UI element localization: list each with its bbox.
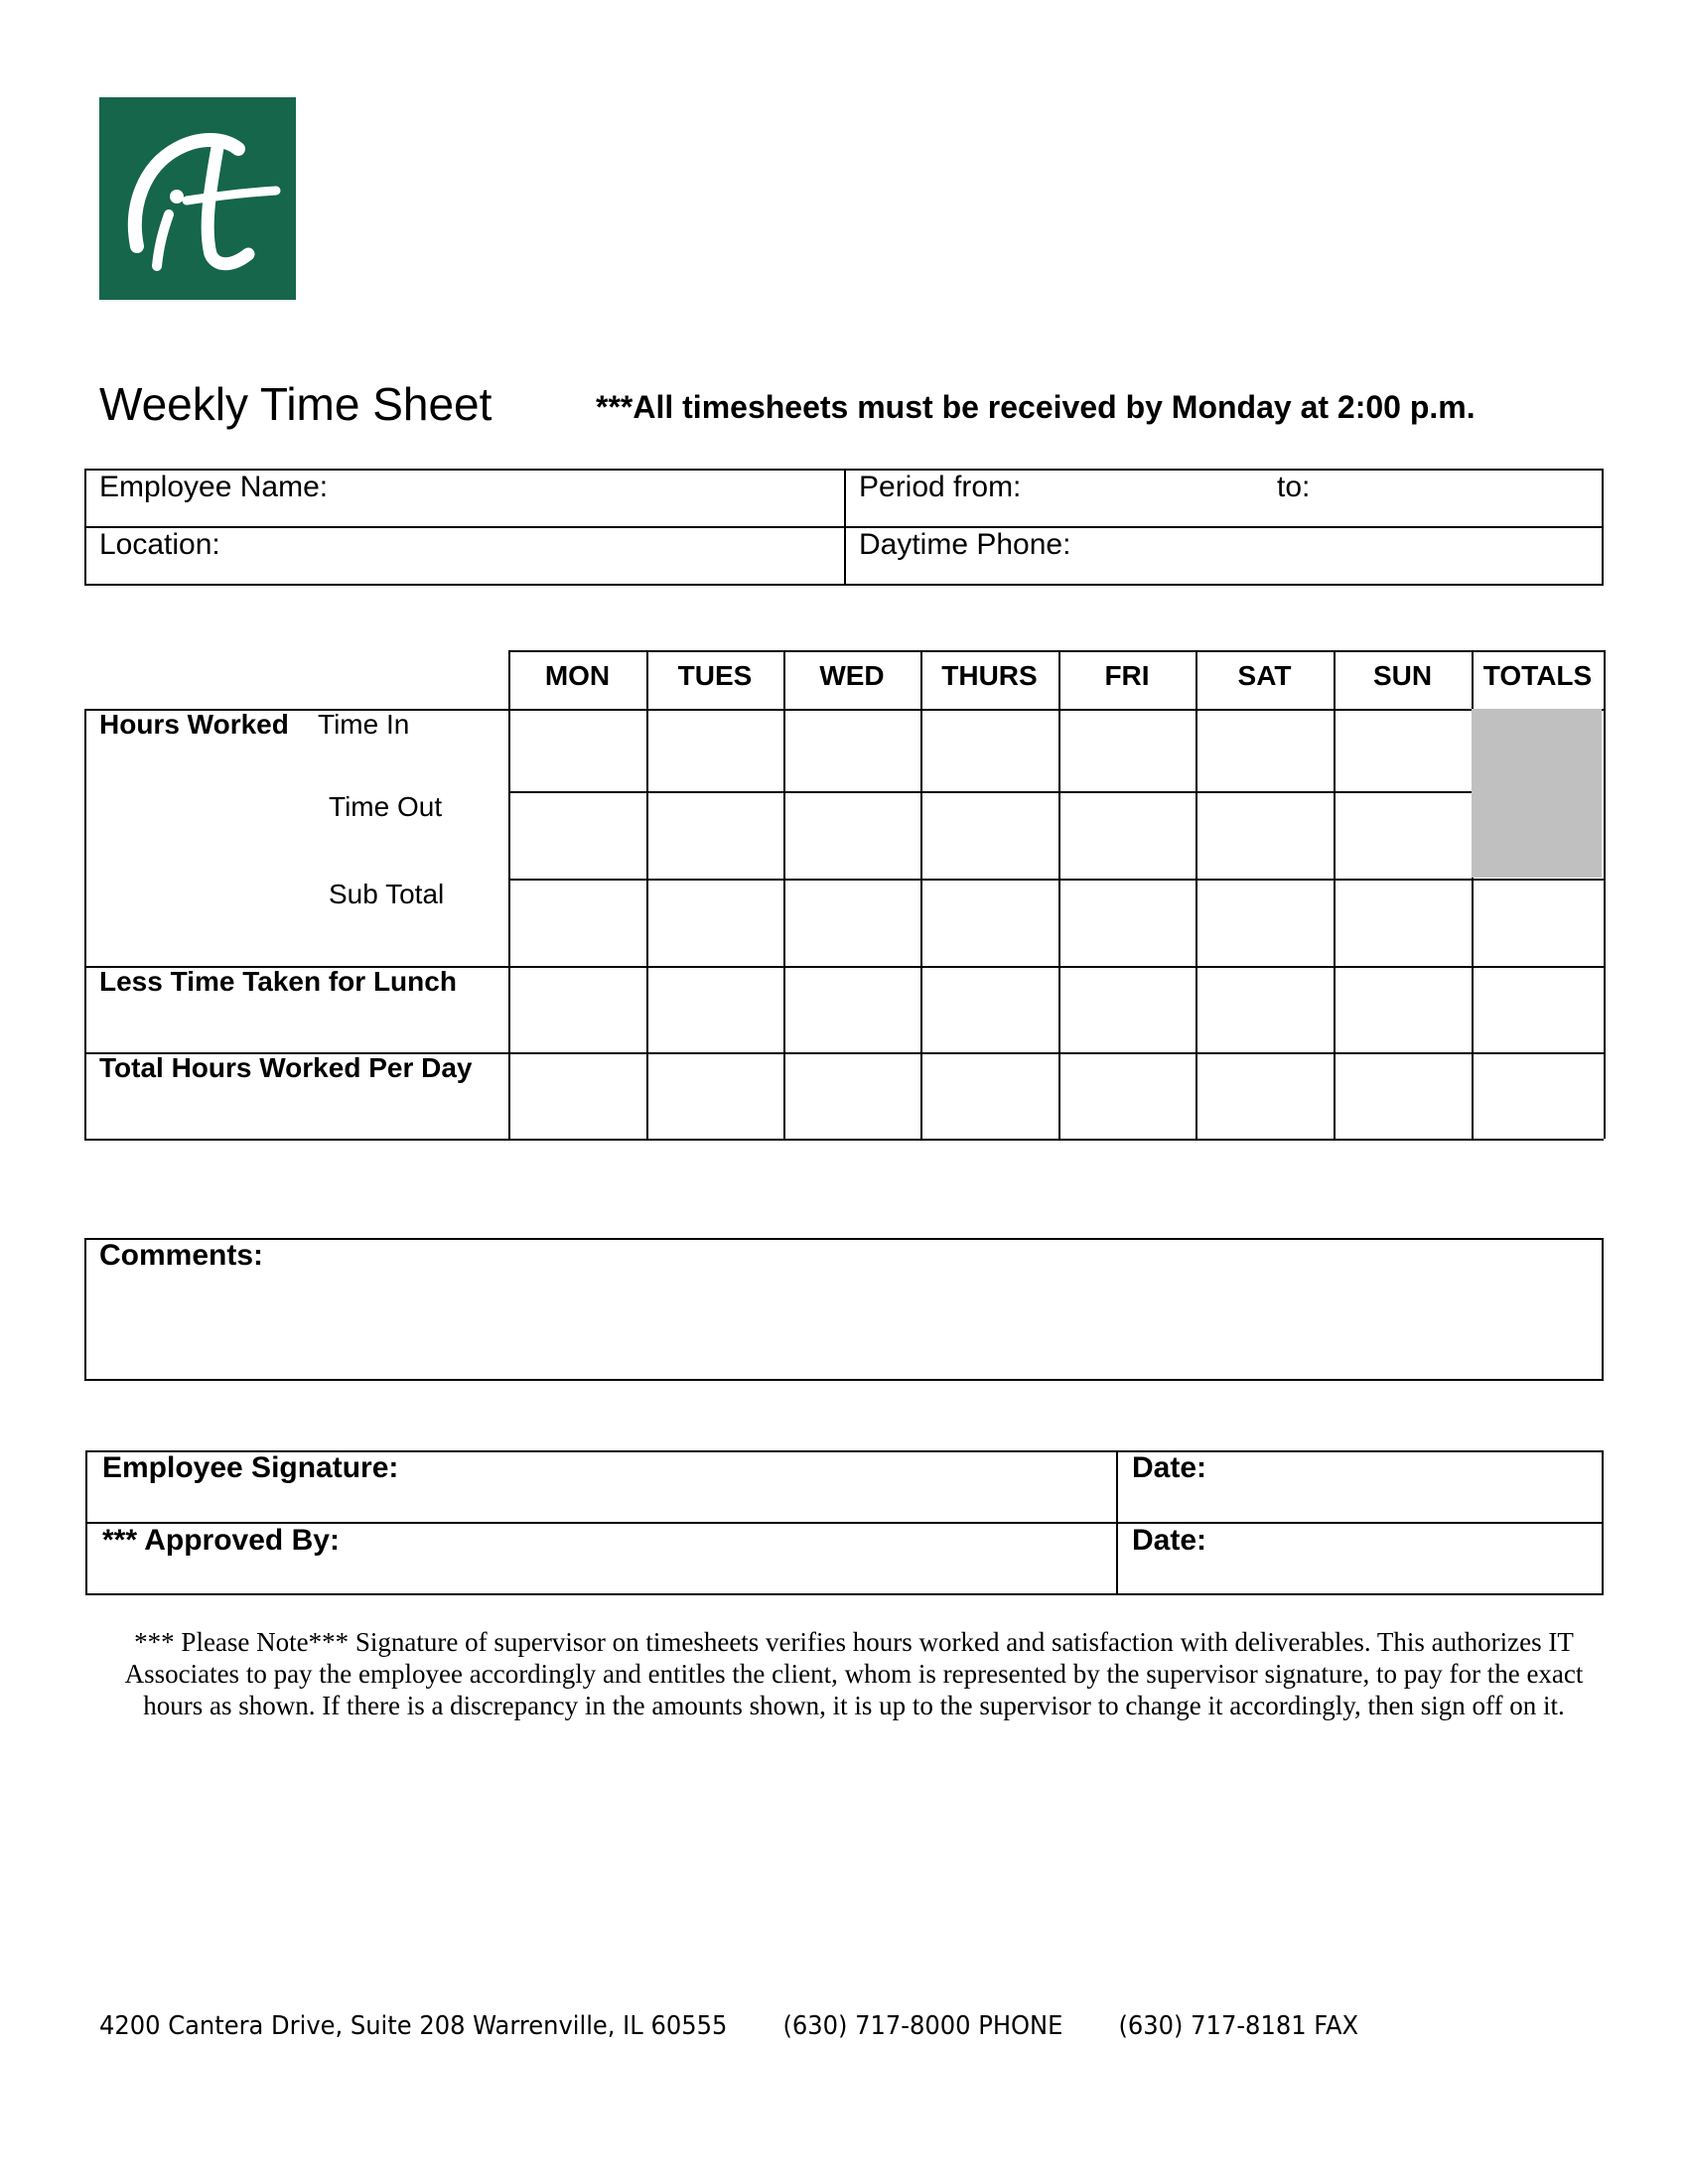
hours-cell[interactable]	[510, 793, 645, 878]
hours-cell[interactable]	[1060, 793, 1195, 878]
footer-address: 4200 Cantera Drive, Suite 208 Warrenville, IL 60555	[99, 2011, 728, 2041]
total-per-day-label: Total Hours Worked Per Day	[99, 1052, 473, 1083]
period-from-label: Period from:	[859, 471, 1022, 503]
hours-cell[interactable]	[1060, 711, 1195, 790]
grid-row-line	[508, 1139, 1604, 1141]
column-header-fri: FRI	[1104, 660, 1150, 691]
column-header-totals: TOTALS	[1482, 660, 1593, 691]
grid-left-edge	[84, 709, 86, 1139]
hours-cell[interactable]	[648, 1054, 782, 1138]
hours-cell[interactable]	[1336, 1054, 1471, 1138]
hours-cell[interactable]	[1474, 881, 1603, 965]
footer-fax: (630) 717-8181 FAX	[1118, 2011, 1359, 2041]
comments-label: Comments:	[99, 1239, 264, 1272]
hours-worked-label: Hours Worked	[99, 709, 289, 740]
hours-cell[interactable]	[785, 968, 919, 1051]
hours-cell[interactable]	[1197, 793, 1333, 878]
grid-left-bottom	[84, 1139, 508, 1141]
totals-shaded-cell	[1472, 709, 1602, 878]
sub-total-label: Sub Total	[329, 879, 445, 909]
hours-cell[interactable]	[1060, 881, 1195, 965]
deadline-notice: ***All timesheets must be received by Monday at 2:00 p.m.	[596, 389, 1476, 425]
hours-cell[interactable]	[510, 968, 645, 1051]
period-to-label: to:	[1277, 471, 1311, 503]
grid-col-line	[1604, 650, 1606, 1139]
hours-cell[interactable]	[922, 1054, 1057, 1138]
signature-divider-v	[1116, 1450, 1118, 1595]
hours-cell[interactable]	[1060, 968, 1195, 1051]
location-label: Location:	[99, 528, 220, 561]
footer	[99, 2011, 1406, 2041]
hours-cell[interactable]	[648, 711, 782, 790]
signature-date-label: Date:	[1132, 1451, 1207, 1484]
hours-cell[interactable]	[648, 881, 782, 965]
grid-header-top	[508, 650, 1604, 652]
hours-cell[interactable]	[510, 1054, 645, 1138]
hours-cell[interactable]	[1197, 968, 1333, 1051]
hours-cell[interactable]	[510, 711, 645, 790]
less-lunch-label: Less Time Taken for Lunch	[99, 966, 457, 997]
footer-phone: (630) 717-8000 PHONE	[782, 2011, 1063, 2041]
approved-by-label: *** Approved By:	[102, 1524, 340, 1557]
hours-cell[interactable]	[1336, 968, 1471, 1051]
column-header-sun: SUN	[1372, 660, 1433, 691]
time-in-label: Time In	[318, 709, 410, 740]
supervisor-note: *** Please Note*** Signature of supervisor on timesheets verifies hours worked and satisfaction with deliverables. This authorizes IT Associates to pay the employee accordingly and entitles the client, whom is represented by the supervisor signature, to pay for the exact hours as shown. If there is a discrepancy in the amounts shown, it is up to the supervisor to change it accordingly, then sign off on it.	[124, 1627, 1584, 1720]
info-divider-v	[844, 469, 846, 586]
hours-cell[interactable]	[1197, 881, 1333, 965]
hours-cell[interactable]	[1197, 711, 1333, 790]
hours-cell[interactable]	[922, 968, 1057, 1051]
hours-cell[interactable]	[785, 1054, 919, 1138]
hours-cell[interactable]	[785, 711, 919, 790]
hours-cell[interactable]	[1474, 1054, 1603, 1138]
column-header-sat: SAT	[1237, 660, 1292, 691]
hours-cell[interactable]	[922, 711, 1057, 790]
company-logo	[99, 97, 296, 300]
daytime-phone-label: Daytime Phone:	[859, 528, 1071, 561]
hours-cell[interactable]	[1060, 1054, 1195, 1138]
page-title: Weekly Time Sheet	[99, 378, 492, 430]
column-header-wed: WED	[819, 660, 885, 691]
hours-cell[interactable]	[922, 793, 1057, 878]
hours-cell[interactable]	[648, 968, 782, 1051]
hours-cell[interactable]	[1336, 881, 1471, 965]
hours-cell[interactable]	[648, 793, 782, 878]
hours-cell[interactable]	[1474, 968, 1603, 1051]
employee-name-label: Employee Name:	[99, 471, 329, 503]
time-out-label: Time Out	[329, 791, 443, 822]
hours-cell[interactable]	[1197, 1054, 1333, 1138]
column-header-mon: MON	[544, 660, 611, 691]
comments-box[interactable]	[84, 1238, 1604, 1381]
hours-cell[interactable]	[922, 881, 1057, 965]
hours-cell[interactable]	[1336, 711, 1471, 790]
hours-cell[interactable]	[785, 793, 919, 878]
column-header-thurs: THURS	[941, 660, 1038, 691]
column-header-tues: TUES	[677, 660, 753, 691]
approval-date-label: Date:	[1132, 1524, 1207, 1557]
it-brush-logo-icon	[99, 97, 296, 300]
employee-signature-label: Employee Signature:	[102, 1451, 399, 1484]
hours-cell[interactable]	[510, 881, 645, 965]
hours-cell[interactable]	[1336, 793, 1471, 878]
hours-cell[interactable]	[785, 881, 919, 965]
